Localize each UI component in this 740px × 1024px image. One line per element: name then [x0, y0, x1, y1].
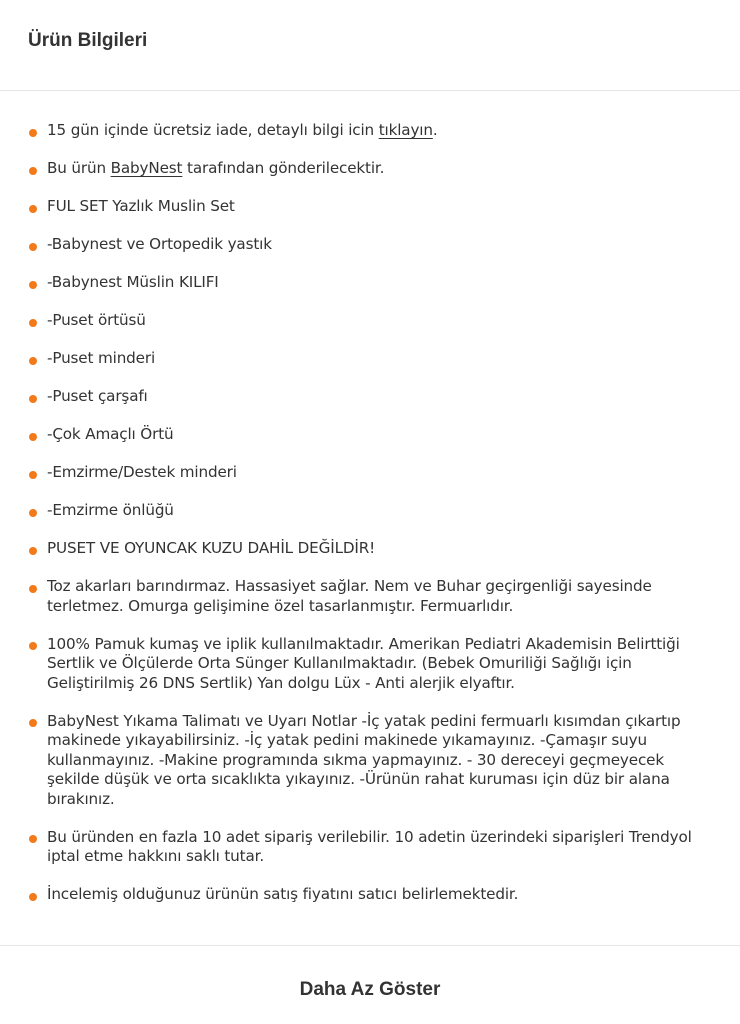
- list-item: [0, 235, 740, 255]
- list-item: [0, 501, 740, 521]
- list-item: [0, 273, 740, 293]
- list-item-seller: [0, 159, 740, 179]
- return-details-link[interactable]: tıklayın: [378, 121, 433, 139]
- list-item-text: Bu üründen en fazla 10 adet sipariş verilebilir. 10 adetin üzerindeki siparişleri Trendyol iptal etme hakkını saklı tutar.: [47, 827, 692, 865]
- list-item: [0, 539, 740, 559]
- list-item-text: FUL SET Yazlık Muslin Set: [47, 197, 235, 215]
- list-item-text: PUSET VE OYUNCAK KUZU DAHİL DEĞİLDİR!: [47, 539, 376, 557]
- bullet-icon: [29, 319, 37, 327]
- bullet-icon: [29, 547, 37, 555]
- list-item: [0, 712, 740, 810]
- bullet-icon: [29, 281, 37, 289]
- list-item-text: tarafından gönderilecektir.: [182, 159, 385, 177]
- list-item-return-policy: [0, 121, 740, 141]
- bullet-icon: [29, 357, 37, 365]
- bullet-icon: [29, 642, 37, 650]
- section-title: Ürün Bilgileri: [28, 30, 148, 51]
- list-item: [0, 349, 740, 369]
- list-item-text: -Babynest ve Ortopedik yastık: [47, 235, 272, 253]
- list-item-text: -Emzirme önlüğü: [47, 501, 174, 519]
- list-item: [0, 463, 740, 483]
- list-item-text: BabyNest Yıkama Talimatı ve Uyarı Notlar -İç yatak pedini fermuarlı kısımdan çıkartıp makinede yıkayabilirsiniz. -İç yatak pedini makinede yıkamayınız. -Çamaşır suyu kullanmayınız. -Makine programında sıkma yapmayınız. - 30 dereceyi geçmeyecek şekilde düşük ve orta sıcaklıkta yıkayınız. -Ürünün rahat kuruması için düz bir alana bırakınız.: [47, 711, 681, 808]
- bullet-icon: [29, 719, 37, 727]
- bullet-icon: [29, 509, 37, 517]
- list-item-text: -Puset çarşafı: [47, 387, 148, 405]
- bullet-icon: [29, 395, 37, 403]
- bullet-icon: [29, 205, 37, 213]
- list-item-text: -Emzirme/Destek minderi: [47, 463, 237, 481]
- list-item-text: -Puset örtüsü: [47, 311, 146, 329]
- bullet-icon: [29, 129, 37, 137]
- list-item: [0, 425, 740, 445]
- list-item-text: İncelemiş olduğunuz ürünün satış fiyatını satıcı belirlemektedir.: [47, 885, 519, 903]
- seller-link[interactable]: BabyNest: [110, 159, 183, 177]
- list-item: [0, 197, 740, 217]
- bullet-icon: [29, 893, 37, 901]
- list-item-text: 15 gün içinde ücretsiz iade, detaylı bilgi icin: [47, 121, 379, 139]
- list-item-text: Toz akarları barındırmaz. Hassasiyet sağlar. Nem ve Buhar geçirgenliği sayesinde terletmez. Omurga gelişimine özel tasarlanmıştır. Fermuarlıdır.: [47, 577, 652, 615]
- list-item-text: .: [432, 121, 438, 139]
- product-info-header: [0, 0, 740, 91]
- bullet-icon: [29, 471, 37, 479]
- list-item-text: 100% Pamuk kumaş ve iplik kullanılmaktadır. Amerikan Pediatri Akademisin Belirttiği Sertlik ve Ölçülerde Orta Sünger Kullanılmaktadır. (Bebek Omuriliği Sağlığı için Geliştirilmiş 26 DNS Sertlik) Yan dolgu Lüx - Anti alerjik elyaftır.: [47, 634, 680, 692]
- list-item: [0, 828, 740, 867]
- list-item: [0, 635, 740, 694]
- list-item: [0, 387, 740, 407]
- list-item: [0, 311, 740, 331]
- bullet-icon: [29, 835, 37, 843]
- list-item-text: -Babynest Müslin KILIFI: [47, 273, 219, 291]
- list-item-text: -Puset minderi: [47, 349, 156, 367]
- footer: [0, 945, 740, 1024]
- list-item: [0, 577, 740, 616]
- bullet-icon: [29, 433, 37, 441]
- product-info-list: [0, 121, 740, 923]
- list-item: [0, 885, 740, 905]
- bullet-icon: [29, 585, 37, 593]
- show-less-button[interactable]: Daha Az Göster: [299, 979, 441, 1000]
- list-item-text: Bu ürün: [47, 159, 111, 177]
- bullet-icon: [29, 167, 37, 175]
- list-item-text: -Çok Amaçlı Örtü: [47, 425, 174, 443]
- bullet-icon: [29, 243, 37, 251]
